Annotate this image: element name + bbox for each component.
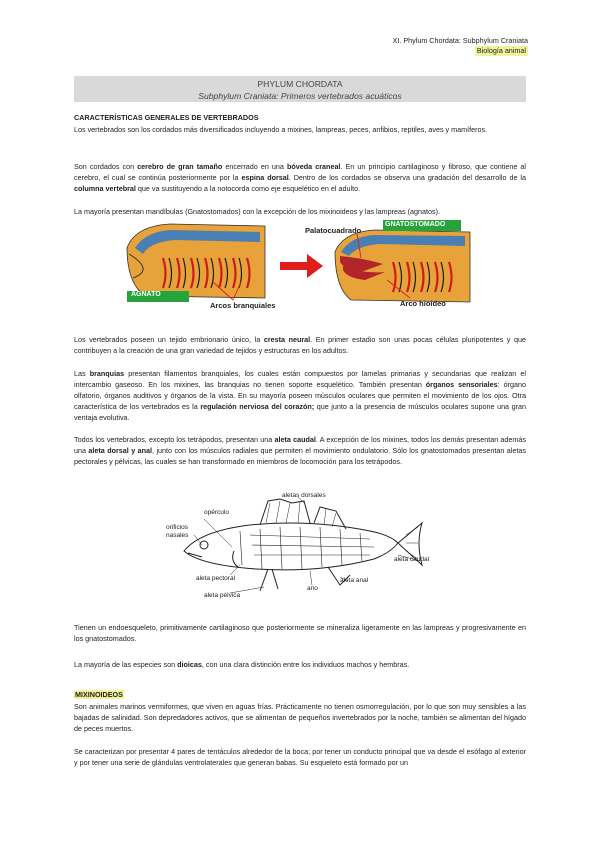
paragraph-dioicas: [74, 659, 526, 670]
title-banner: [74, 76, 526, 102]
text-run: encerrado en una: [222, 162, 288, 171]
bold-term: cerebro de gran tamaño: [137, 162, 223, 171]
paragraph-branquias: [74, 368, 526, 423]
text-run: Todos los vertebrados, excepto los tetrápodos, presentan una: [74, 435, 275, 444]
operculo-label: opérculo: [204, 509, 229, 516]
paragraph-cerebro: [74, 161, 526, 194]
bold-term: cresta neural: [263, 335, 311, 344]
text-run: , junto con los músculos radiales que permiten el movimiento ondulatorio. Sólo los gnatostomados presentan aletas pectorales y pélvicas, las cuales se han transformado en miembros de locomoción para los tetrápodos.: [74, 446, 526, 466]
banner-title: PHYLUM CHORDATA: [257, 79, 343, 89]
text-run: . Dentro de los cordados se observa una gradación del desarrollo de la: [288, 173, 526, 182]
paragraph-aletas: [74, 434, 526, 467]
aletas-dorsales-label: aletas dorsales: [282, 492, 326, 499]
arcos-branquiales-label: Arcos branquiales: [210, 301, 276, 310]
text-run: presentan filamentos branquiales, los cuales están compuestos por lamelas primarias y secundarias que realizan el intercambio gaseoso. En los mixines, las branquias no tienen soporte esquelético. También presentan: [74, 369, 526, 389]
text-run: , con una clara distinción entre los individuos machos y hembras.: [201, 660, 410, 669]
paragraph-cresta-neural: [74, 334, 526, 356]
gnatostomado-label: GNATOSTOMADO: [385, 221, 446, 228]
orificios-nasales-label: orificios nasales: [166, 524, 189, 539]
text-run: . A excepción de los mixines, todos los demás presentan además una: [74, 435, 526, 455]
aleta-pelvica-label: aleta pélvica: [204, 592, 241, 599]
agnato-label: AGNATO: [131, 291, 161, 298]
text-run: que junto a la presencia de músculos oculares supone una gran ventaja evolutiva.: [74, 402, 526, 422]
paragraph-tentaculos: Se caracterizan por presentar 4 pares de tentáculos alrededor de la boca; por tener un conducto principal que va desde el esófago al exterior y por tener una serie de glándulas ventrolaterales que generan babas. Su esqueleto está formado por un: [74, 747, 526, 767]
text-run: Las: [74, 369, 90, 378]
paragraph-endoesqueleto: Tienen un endoesqueleto, primitivamente cartilaginoso que posteriormente se mineraliza ligeramente en las lampreas y progresivamente en los gnatostomados.: [74, 623, 526, 643]
text-run: que va sustituyendo a la notocorda como eje esquelético en el adulto.: [135, 184, 361, 193]
subject-tag: Biología animal: [476, 46, 526, 55]
bold-term: aleta caudal: [274, 435, 316, 444]
bold-term: aleta dorsal y anal: [88, 446, 153, 455]
bold-term: columna vertebral: [74, 184, 136, 193]
bold-term: branquias: [89, 369, 125, 378]
text-run: . En primer estadio son unas pocas células pluripotentes y que contribuyen a la creación de una gran variedad de tejidos y estructuras en los adultos.: [74, 335, 526, 355]
aleta-pectoral-label: aleta pectoral: [196, 575, 236, 582]
paragraph-mandibulas: La mayoría presentan mandíbulas (Gnatostomados) con la excepción de los mixinoideos y las lampreas (agnatos).: [74, 207, 440, 216]
palatocuadrado-label: Palatocuadrado: [305, 226, 362, 235]
page-header: [393, 36, 528, 56]
text-run: Los vertebrados poseen un tejido embrionario único, la: [74, 335, 264, 344]
text-run: . En un principio cartilaginoso y fibroso, que contiene al cerebro, el cual se continúa posteriormente por la: [74, 162, 526, 182]
text-run: Son cordados con: [74, 162, 138, 171]
paragraph-mixinoideos: Son animales marinos vermiformes, que viven en aguas frías. Prácticamente no tienen osmorregulación, por lo que son muy sensibles a las bajadas de salinidad. Son depredadores activos, que se alimentan de pequeños invertebrados por la noche, también se alimentan del hígado de peces muertos.: [74, 702, 526, 733]
bold-term: órganos sensoriales: [425, 380, 498, 389]
arco-hioideo-label: Arco hioideo: [400, 299, 446, 308]
text-run: : órgano olfatorio, órganos auditivos y órganos de la vista. En su mayoría poseen músculos oculares que permiten el movimiento de los ojos. Otra característica de los vertebrados es la: [74, 380, 527, 411]
bold-term: bóveda craneal: [287, 162, 341, 171]
bold-term: espina dorsal: [241, 173, 289, 182]
bold-term: regulación nerviosa del corazón;: [200, 402, 315, 411]
paragraph-intro: Los vertebrados son los cordados más diversificados incluyendo a mixines, lampreas, peces, anfibios, reptiles, aves y mamíferos.: [74, 125, 488, 134]
aleta-anal-label: aleta anal: [340, 577, 369, 584]
chapter-title: XI. Phylum Chordata: Subphylum Craniata: [392, 36, 528, 45]
section-heading-vertebrados: CARACTERÍSTICAS GENERALES DE VERTEBRADOS: [74, 113, 259, 122]
bold-term: dioicas: [177, 660, 202, 669]
ano-label: ano: [307, 585, 318, 592]
section-heading-mixinoideos: MIXINOIDEOS: [75, 690, 123, 699]
jaw-evolution-figure: [125, 218, 475, 312]
aleta-caudal-label: aleta caudal: [394, 556, 430, 563]
arrow-icon: [280, 254, 323, 278]
banner-subtitle: Subphylum Craniata: Primeros vertebrados acuáticos: [198, 91, 402, 101]
text-run: La mayoría de las especies son: [74, 660, 178, 669]
